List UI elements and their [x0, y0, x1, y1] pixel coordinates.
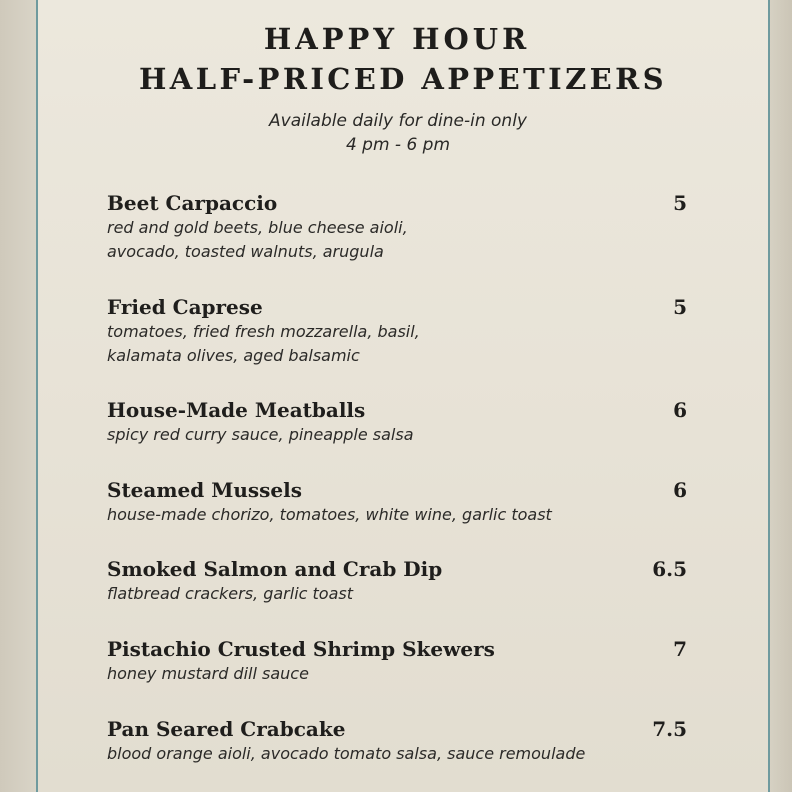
menu-card [36, 0, 770, 792]
item-description: blood orange aioli, avocado tomato salsa, sauce remoulade [107, 744, 586, 763]
item-name: Beet Carpaccio [107, 191, 278, 215]
availability-note: Available daily for dine-in only [269, 111, 527, 131]
menu-title: HAPPY HOUR [263, 22, 531, 56]
menu-item-fried-caprese [107, 294, 727, 368]
item-description: house-made chorizo, tomatoes, white wine, garlic toast [107, 505, 552, 524]
item-price: 5 [673, 191, 687, 215]
item-description: flatbread crackers, garlic toast [107, 584, 353, 603]
item-description: avocado, toasted walnuts, arugula [107, 242, 384, 261]
item-description: kalamata olives, aged balsamic [107, 346, 360, 365]
hours-note: 4 pm - 6 pm [345, 135, 451, 155]
item-name: Fried Caprese [107, 295, 263, 319]
background-right [770, 0, 792, 792]
item-price: 5 [673, 295, 687, 319]
background-left [0, 0, 36, 792]
item-price: 7 [673, 637, 687, 661]
item-description: spicy red curry sauce, pineapple salsa [107, 425, 414, 444]
item-name: Pan Seared Crabcake [107, 717, 346, 741]
item-price: 7.5 [652, 717, 687, 741]
menu-item-salmon-crab-dip [107, 556, 727, 606]
menu-item-meatballs [107, 397, 727, 447]
menu-subtitle-heading: HALF-PRICED APPETIZERS [139, 62, 667, 96]
item-name: Pistachio Crusted Shrimp Skewers [107, 637, 495, 661]
menu-item-shrimp-skewers [107, 636, 727, 686]
menu-item-steamed-mussels [107, 477, 727, 527]
item-name: House-Made Meatballs [107, 398, 366, 422]
menu-item-crabcake [107, 716, 727, 766]
menu-item-beet-carpaccio [107, 190, 727, 264]
item-price: 6.5 [652, 557, 687, 581]
item-description: honey mustard dill sauce [107, 664, 309, 683]
item-price: 6 [673, 398, 687, 422]
item-name: Steamed Mussels [107, 478, 302, 502]
item-price: 6 [673, 478, 687, 502]
item-description: red and gold beets, blue cheese aioli, [107, 218, 408, 237]
item-description: tomatoes, fried fresh mozzarella, basil, [107, 322, 420, 341]
item-name: Smoked Salmon and Crab Dip [107, 557, 443, 581]
